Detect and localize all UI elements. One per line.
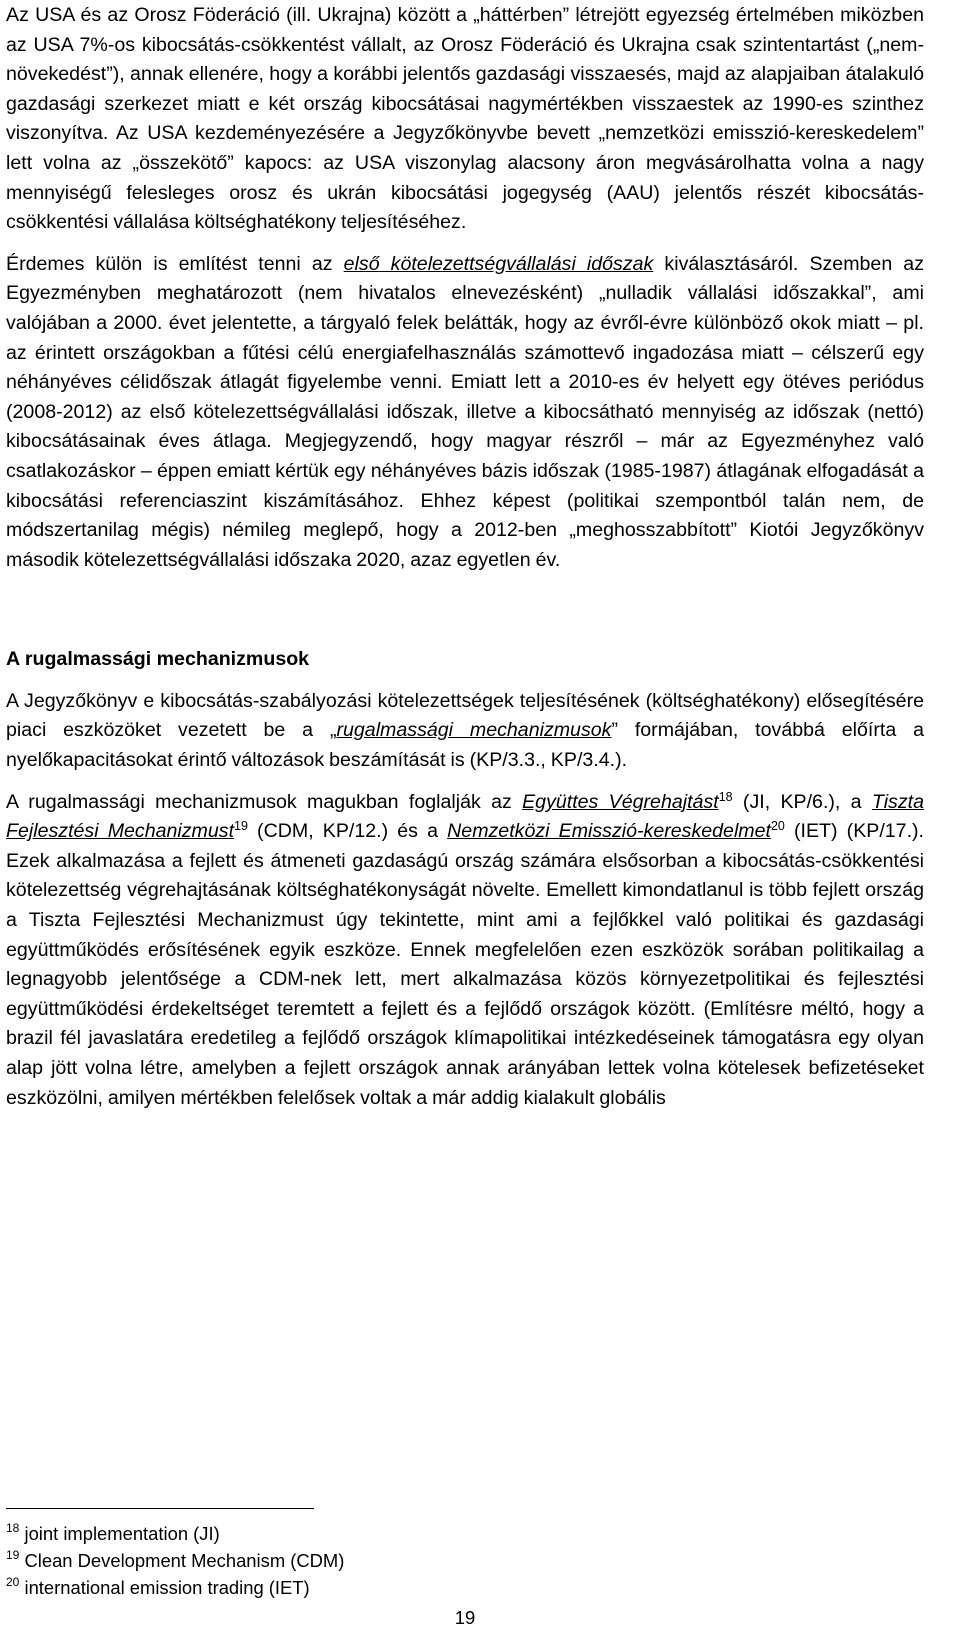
footnote-18	[6, 1520, 924, 1547]
page-number: 19	[454, 1607, 476, 1628]
paragraph-1: Az USA és az Orosz Föderáció (ill. Ukrajna) között a „háttérben” létrejött egyezség értelmében miközben az USA 7%-os kibocsátás-csökkentést vállalt, az Orosz Föderáció és Ukrajna csak szintentartást („nem-növekedést”), annak ellenére, hogy a korábbi jelentős gazdasági visszaesés, majd az alapjaiban átalakuló gazdasági szerkezet miatt e két ország kibocsátásai nagymértékben visszaestek az 1990-es szinthez viszonyítva. Az USA kezdeményezésére a Jegyzőkönyvbe bevett „nemzetközi emisszió-kereskedelem” lett volna az „összekötő” kapocs: az USA viszonylag alacsony áron megvásárolhatta volna a nagy mennyiségű felesleges orosz és ukrán kibocsátási jogegység (AAU) jelentős részét kibocsátás-csökkentési vállalása költséghatékony teljesítéséhez.	[6, 4, 924, 234]
flexibility-mechanisms-link[interactable]: rugalmassági mechanizmusok	[336, 719, 612, 742]
footnote-number: 19	[6, 1548, 20, 1562]
paragraph-2: Érdemes külön is említést tenni az első kötelezettségvállalási időszak kiválasztásáról. Szemben az Egyezményben meghatározott (nem hivatalos elnevezésként) „nulladik vállalási időszakkal”, ami valójában a 2000. évet jelentette, a tárgyaló felek belátták, hogy az évről-évre különböző okok miatt – pl. az érintett országokban a fűtési célú energiafelhasználás számottevő ingadozása miatt – célszerű egy néhányéves célidőszak átlagát figyelembe venni. Emiatt lett a 2010-es év helyett egy ötéves periódus (2008-2012) az első kötelezettségvállalási időszak, illetve a kibocsátható mennyiség az időszak (nettó) kibocsátásainak éves átlaga. Megjegyzendő, hogy magyar részről – már az Egyezményhez való csatlakozáskor – éppen emiatt kértük egy néhányéves bázis időszak (1985-1987) átlagának elfogadását a kibocsátási referenciaszint kiszámításához. Ehhez képest (politikai szempontból talán nem, de módszertanilag mégis) némileg meglepő, hogy a 2012-ben „meghosszabbított” Kiotói Jegyzőkönyv második kötelezettségvállalási időszaka 2020, azaz egyetlen év.	[6, 252, 924, 571]
footnote-separator	[6, 1508, 314, 1509]
footnote-ref-19[interactable]: 19	[234, 819, 248, 834]
joint-implementation-link[interactable]: Együttes Végrehajtást	[522, 790, 719, 813]
footnote-number: 18	[6, 1521, 20, 1535]
clean-development-mechanism-link[interactable]: Tiszta Fejlesztési Mechanizmust	[6, 790, 924, 843]
footnote-20	[6, 1574, 924, 1601]
international-emission-trading-link[interactable]: Nemzetközi Emisszió-kereskedelmet	[447, 820, 771, 843]
footnote-number: 20	[6, 1575, 20, 1589]
footnote-text: international emission trading (IET)	[24, 1577, 310, 1598]
paragraph-3: A Jegyzőkönyv e kibocsátás-szabályozási kötelezettségek teljesítésének (költséghatékony) elősegítésére piaci eszközöket vezetett be a „rugalmassági mechanizmusok” formájában, továbbá előírta a nyelőkapacitásokat érintő változások beszámítását is (KP/3.3., KP/3.4.).	[6, 689, 924, 772]
document-body	[6, 0, 924, 1113]
footnote-19	[6, 1547, 924, 1574]
footnote-ref-20[interactable]: 20	[770, 819, 785, 834]
section-heading: A rugalmassági mechanizmusok	[6, 648, 310, 671]
first-commitment-period-link[interactable]: első kötelezettségvállalási időszak	[343, 252, 654, 275]
footnote-ref-18[interactable]: 18	[718, 789, 733, 804]
paragraph-4: A rugalmassági mechanizmusok magukban foglalják az Együttes Végrehajtást$^{18}$ (JI, KP/6.), a Tiszta Fejlesztési Mechanizmust$^{19}$ (CDM, KP/12.) és a Nemzetközi Emisszió-kereskedelmet$^{20}$ (IET) (KP/17.). Ezek alkalmazása a fejlett és átmeneti gazdaságú ország számára elsősorban a kibocsátás-csökkentési kötelezettség végrehajtásának költséghatékonyságát növelte. Emellett kimondatlanul is több fejlett ország a Tiszta Fejlesztési Mechanizmust úgy tekintette, mint ami a fejlőkkel való politikai és gazdasági együttműködés erősítésének egyik eszköze. Ennek megfelelően ezen eszközök sorában politikailag a legnagyobb jelentősége a CDM-nek lett, mert alkalmazása közös környezetpolitikai és fejlesztési együttműködési érdekeltséget teremtett a fejlett és a fejlődő országok között. (Említésre méltó, hogy a brazil fél javaslatára eredetileg a fejlődő országok klímapolitikai intézkedéseinek támogatásra egy olyan alap jött volna létre, amelyben a fejlett országok annak arányában lettek volna kötelesek befizetéseket eszközölni, amilyen mértékben felelősek voltak a már addig kialakult globális	[6, 789, 924, 1109]
footnote-text: Clean Development Mechanism (CDM)	[24, 1550, 345, 1571]
footnote-text: joint implementation (JI)	[24, 1523, 220, 1544]
footnotes	[6, 1520, 924, 1601]
